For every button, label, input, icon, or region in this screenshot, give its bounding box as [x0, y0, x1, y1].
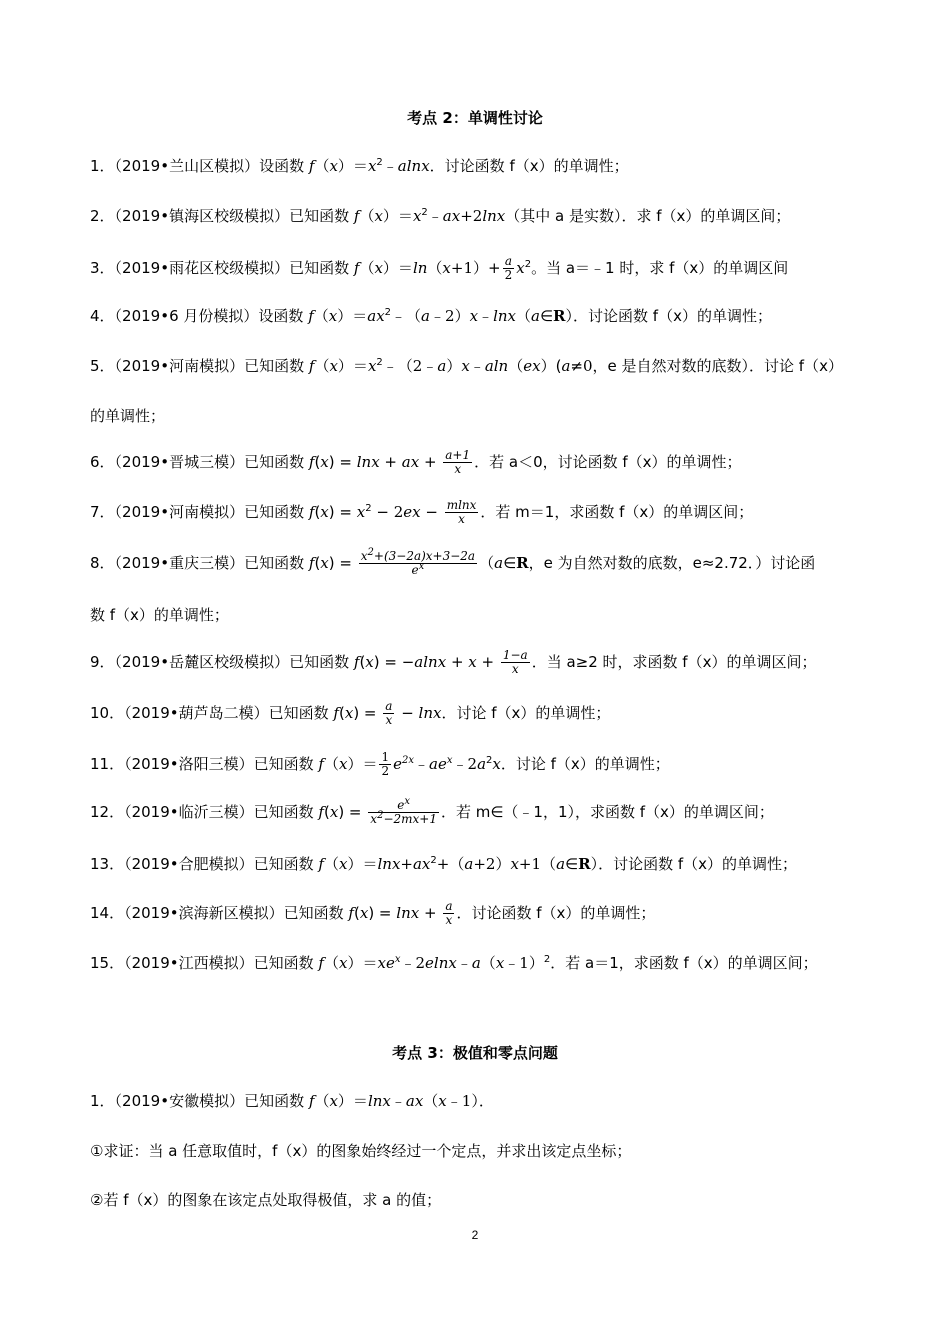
- section-heading-3: 考点 3：极值和零点问题: [392, 1044, 558, 1062]
- problem-12: 12．（2019•临沂三模）已知函数 f(x) = $\frac{e^x}{x^2-2mx+1}$ ．若 m∈（﹣1，1），求函数 f（x）的单调区间；: [90, 796, 774, 826]
- subpart-2: ②若 f（x）的图象在该定点处取得极值，求 a 的值；: [90, 1191, 442, 1209]
- problem-14: 14．（2019•滨海新区模拟）已知函数 f(x) = lnx + $\frac{a}{x}$ ．讨论函数 f（x）的单调性；: [90, 899, 656, 927]
- subpart-1: ①求证：当 a 任意取值时，f（x）的图象始终经过一个定点，并求出该定点坐标；: [90, 1142, 632, 1160]
- formula: f: [318, 855, 324, 873]
- formula: f: [308, 453, 315, 471]
- problem-2: 2．（2019•镇海区校级模拟）已知函数 $f(x)=x^2﹣ax+2\ln x$（其中 a 是实数）．求 f（x）的单调区间；: [90, 207, 791, 225]
- problem-15: 15．（2019•江西模拟）已知函数 $f(x)=xe^x﹣2elnx﹣a(x﹣1)^2$．若 a＝1，求函数 f（x）的单调区间；: [90, 954, 818, 972]
- problem-9: 9．（2019•岳麓区校级模拟）已知函数 f(x) = −alnx + x + $\frac{1-a}{x}$ ．当 a≥2 时，求函数 f（x）的单调区间；: [90, 648, 817, 676]
- problem-3-1: 1．（2019•安徽模拟）已知函数 f（x）＝lnx﹣ax（x﹣1）．: [90, 1092, 494, 1110]
- formula: f: [318, 755, 324, 773]
- formula: f: [308, 307, 314, 325]
- formula: f: [353, 259, 360, 277]
- formula: f: [353, 653, 360, 671]
- formula: f: [318, 803, 324, 821]
- formula: f: [353, 207, 360, 225]
- problem-8: 8．（2019•重庆三模）已知函数 f(x) = $\frac{x^2+(3-2a)x+3-2a}{e^x}$ （a∈R，e 为自然对数的底数，e≈2.72．）讨论函: [90, 547, 816, 577]
- problem-7: 7．（2019•河南模拟）已知函数 $f(x) = x^2 - 2ex$ − $\frac{mlnx}{x}$ ．若 m＝1，求函数 f（x）的单调区间；: [90, 498, 754, 526]
- problem-1: 1．（2019•兰山区模拟）设函数 $f(x)=x^2﹣alnx$．讨论函数 f（x）的单调性；: [90, 157, 629, 175]
- page-number: 2: [471, 1228, 479, 1242]
- problem-3: 3．（2019•雨花区校级模拟）已知函数 f（x）＝ln（x+1）+ $\frac{a}{2}$ $x^2$。当 a＝﹣1 时，求 f（x）的单调区间: [90, 254, 789, 282]
- formula: f: [348, 904, 354, 922]
- problem-4: 4．（2019•6 月份模拟）设函数 $f(x)=ax^2﹣(a﹣2)x﹣\ln x(a\in R)$．讨论函数 f（x）的单调性；: [90, 307, 772, 325]
- problem-11: 11．（2019•洛阳三模）已知函数 f（x）＝ $\frac{1}{2}$ $e^{2x}﹣ae^x﹣2a^2x$．讨论 f（x）的单调性；: [90, 750, 670, 778]
- problem-13: 13．（2019•合肥模拟）已知函数 $f(x)=\ln x+ax^2+(a+2)x+1(a\in R)$．讨论函数 f（x）的单调性；: [90, 855, 798, 873]
- problem-5: 5．（2019•河南模拟）已知函数 $f(x)=x^2﹣(2﹣a)x﹣aln(ex)(a\ne 0$，e 是自然对数的底数）．讨论 f（x）: [90, 357, 843, 375]
- problem-10: 10．（2019•葫芦岛二模）已知函数 f(x) = $\frac{a}{x}$ − lnx．讨论 f（x）的单调性；: [90, 699, 611, 727]
- formula: f: [308, 554, 315, 572]
- formula: f: [333, 704, 339, 722]
- formula: f: [308, 157, 315, 175]
- formula: f: [318, 954, 324, 972]
- formula: f: [308, 357, 315, 375]
- problem-5-continued: 的单调性；: [90, 407, 166, 425]
- formula: f: [308, 503, 315, 521]
- section-heading-2: 考点 2：单调性讨论: [407, 109, 543, 127]
- problem-6: 6．（2019•晋城三模）已知函数 f(x) = lnx + ax + $\frac{a+1}{x}$ ．若 a＜0，讨论函数 f（x）的单调性；: [90, 448, 742, 476]
- formula: f: [308, 1092, 315, 1110]
- problem-8-continued: 数 f（x）的单调性；: [90, 606, 229, 624]
